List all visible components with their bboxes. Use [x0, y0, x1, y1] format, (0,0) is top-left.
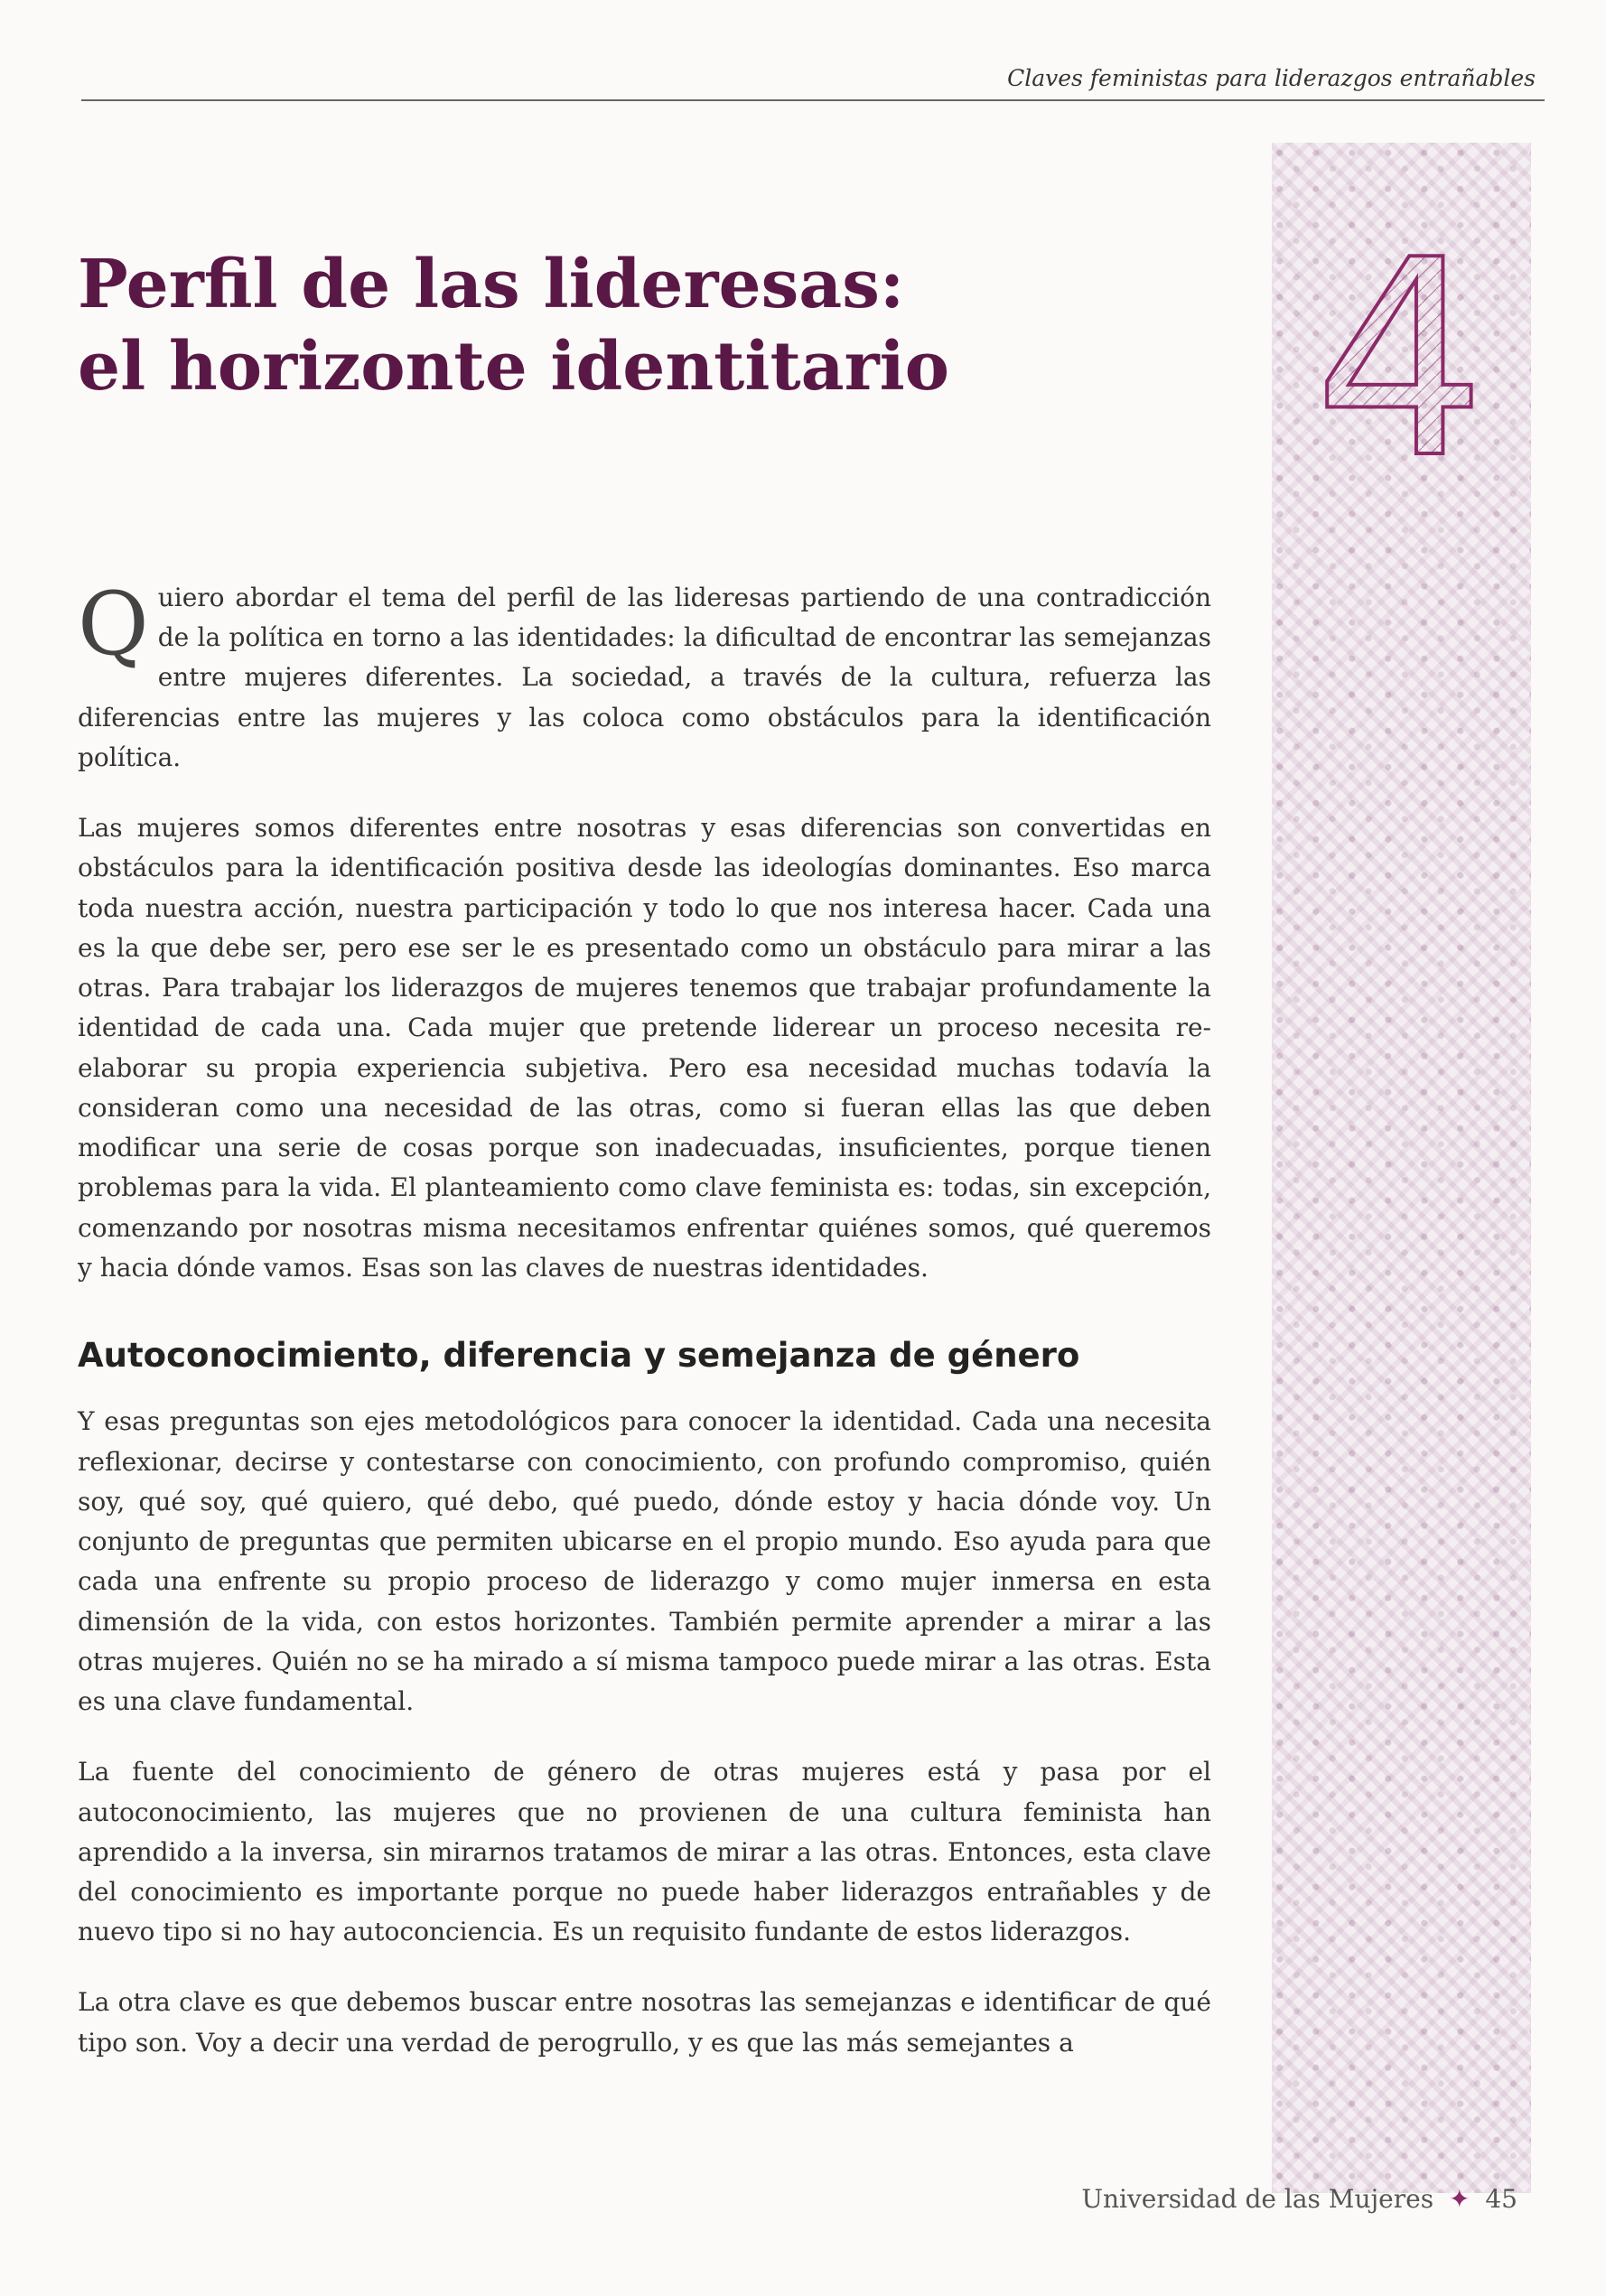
drop-cap: Q: [78, 574, 149, 675]
chapter-number: [1292, 217, 1508, 488]
footer-separator-icon: ✦: [1448, 2184, 1471, 2214]
page-number: 45: [1485, 2184, 1517, 2214]
running-head: Claves feministas para liderazgos entrañables: [1007, 65, 1536, 91]
section-heading: Autoconocimiento, diferencia y semejanza de género: [78, 1335, 1080, 1375]
header-rule: [81, 99, 1545, 101]
svg-text:4: 4: [1313, 217, 1487, 488]
intro-paragraph: [78, 574, 1211, 778]
paragraph: Las mujeres somos diferentes entre nosotras y esas diferencias son convertidas en obstáculos para la identificación positiva desde las ideologías dominantes. Eso marca toda nuestra acción, nuestra participación y todo lo que nos interesa hacer. Cada una es la que debe ser, pero ese ser le es presentado como un obstáculo para mirar a las otras. Para trabajar los liderazgos de mujeres tenemos que trabajar profundamente la identidad de cada una. Cada mujer que pretende liderear un proceso necesita re-elaborar su propia experiencia subjetiva. Pero esa necesidad muchas todavía la consideran como una necesidad de las otras, como si fueran ellas las que deben modificar una serie de cosas porque son inadecuadas, insuficientes, porque tienen problemas para la vida. El planteamiento como clave feminista es: todas, sin excepción, comenzando por nosotras misma necesitamos enfrentar quiénes somos, qué queremos y hacia dónde vamos. Esas son las claves de nuestras identidades.: [78, 813, 1211, 1283]
intro-paragraph-text: uiero abordar el tema del perfil de las lideresas partiendo de una contradicción de la política en torno a las identidades: la dificultad de encontrar las semejanzas entre mujeres diferentes. La sociedad, a través de la cultura, refuerza las diferencias entre las mujeres y las coloca como obstáculos para la identificación política.: [78, 583, 1211, 772]
section-paragraph-2: La fuente del conocimiento de género de otras mujeres está y pasa por el autoconocimiento, las mujeres que no provienen de una cultura feminista han aprendido a la inversa, sin mirarnos tratamos de mirar a las otras. Entonces, esta clave del conocimiento es importante porque no puede haber liderazgos entrañables y de nuevo tipo si no hay autoconciencia. Es un requisito fundante de estos liderazgos.: [78, 1757, 1211, 1947]
section-paragraph-1: Y esas preguntas son ejes metodológicos para conocer la identidad. Cada una necesita reflexionar, decirse y contestarse con conocimiento, con profundo compromiso, quién soy, qué soy, qué quiero, qué debo, qué puedo, dónde estoy y hacia dónde voy. Un conjunto de preguntas que permiten ubicarse en el propio mundo. Eso ayuda para que cada una enfrente su propio proceso de liderazgo y como mujer inmersa en esta dimensión de la vida, con estos horizontes. También permite aprender a mirar a las otras mujeres. Quién no se ha mirado a sí misma tampoco puede mirar a las otras. Esta es una clave fundamental.: [78, 1406, 1211, 1717]
title-line-2: el horizonte identitario: [78, 328, 950, 406]
chapter-title: [78, 244, 1216, 408]
title-line-1: Perfil de las lideresas:: [78, 246, 905, 323]
publisher-name: Universidad de las Mujeres: [1081, 2184, 1434, 2214]
body-text: [78, 574, 1211, 2094]
section-paragraph-3: La otra clave es que debemos buscar entre nosotras las semejanzas e identificar de qué tipo son. Voy a decir una verdad de perogrullo, y es que las más semejantes a: [78, 1987, 1211, 2058]
page-footer: [1081, 2184, 1517, 2214]
